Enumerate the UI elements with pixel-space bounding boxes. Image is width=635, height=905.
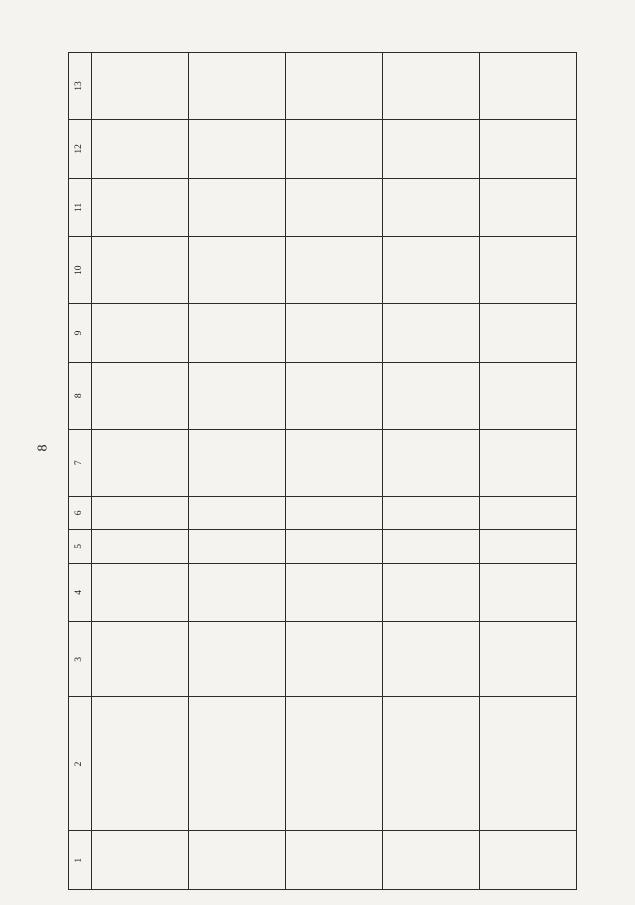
column-number-4: 4 [69,563,92,622]
page-number: 8 [35,444,51,452]
column-number-10: 10 [69,237,92,304]
table-cell-col-7 [383,429,480,496]
table-cell-col-8 [286,362,383,429]
table-cell-col-7 [189,429,286,496]
table-cell-col-2 [383,697,480,831]
table-cell-col-8 [92,362,189,429]
table-cell-col-3 [480,622,577,697]
table-cell-col-4 [286,563,383,622]
table-cell-col-1 [286,831,383,890]
table-cell-col-13 [92,53,189,120]
table-cell-col-2 [189,697,286,831]
table-cell-col-12 [383,120,480,179]
table-row [189,53,286,890]
column-number-2: 2 [69,697,92,831]
table-cell-col-12 [189,120,286,179]
table-cell-col-4 [480,563,577,622]
table-cell-col-10 [286,237,383,304]
column-number-3: 3 [69,622,92,697]
table-cell-col-12 [92,120,189,179]
table-cell-col-9 [189,304,286,363]
table-cell-col-8 [189,362,286,429]
table-cell-col-6 [480,496,577,529]
table-cell-col-7 [286,429,383,496]
table-row [480,53,577,890]
table-row [383,53,480,890]
table-cell-col-2 [480,697,577,831]
table-row [92,53,189,890]
column-number-7: 7 [69,429,92,496]
table-row [286,53,383,890]
table-cell-col-11 [480,178,577,237]
table-cell-col-6 [383,496,480,529]
table-cell-col-9 [383,304,480,363]
table-cell-col-7 [480,429,577,496]
table-cell-col-2 [92,697,189,831]
table-cell-col-1 [383,831,480,890]
table-cell-col-5 [286,530,383,563]
table-cell-col-5 [189,530,286,563]
column-number-13: 13 [69,53,92,120]
table-cell-col-11 [92,178,189,237]
table-cell-col-13 [189,53,286,120]
table-cell-col-3 [92,622,189,697]
table-cell-col-4 [189,563,286,622]
table-cell-col-1 [189,831,286,890]
column-number-6: 6 [69,496,92,529]
column-number-row [69,53,92,890]
table-cell-col-3 [286,622,383,697]
column-number-11: 11 [69,178,92,237]
table-cell-col-11 [189,178,286,237]
table-cell-col-4 [92,563,189,622]
table-cell-col-5 [383,530,480,563]
column-number-12: 12 [69,120,92,179]
table-cell-col-10 [383,237,480,304]
table-body [92,53,577,890]
table-cell-col-12 [286,120,383,179]
table-cell-col-8 [480,362,577,429]
table-cell-col-3 [383,622,480,697]
table-cell-col-5 [92,530,189,563]
table-cell-col-6 [286,496,383,529]
table-cell-col-6 [189,496,286,529]
column-number-9: 9 [69,304,92,363]
table-cell-col-9 [480,304,577,363]
table-cell-col-4 [383,563,480,622]
program-table [68,52,577,890]
table-cell-col-5 [480,530,577,563]
table-frame [68,52,573,890]
table-cell-col-10 [92,237,189,304]
table-cell-col-3 [189,622,286,697]
table-cell-col-13 [480,53,577,120]
table-cell-col-13 [383,53,480,120]
table-cell-col-6 [92,496,189,529]
table-cell-col-11 [383,178,480,237]
table-cell-col-12 [480,120,577,179]
table-cell-col-1 [480,831,577,890]
table-cell-col-11 [286,178,383,237]
table-cell-col-2 [286,697,383,831]
table-cell-col-10 [480,237,577,304]
column-number-1: 1 [69,831,92,890]
column-number-5: 5 [69,530,92,563]
column-number-8: 8 [69,362,92,429]
table-cell-col-13 [286,53,383,120]
table-cell-col-1 [92,831,189,890]
table-cell-col-9 [92,304,189,363]
table-cell-col-7 [92,429,189,496]
table-cell-col-10 [189,237,286,304]
table-cell-col-8 [383,362,480,429]
table-cell-col-9 [286,304,383,363]
